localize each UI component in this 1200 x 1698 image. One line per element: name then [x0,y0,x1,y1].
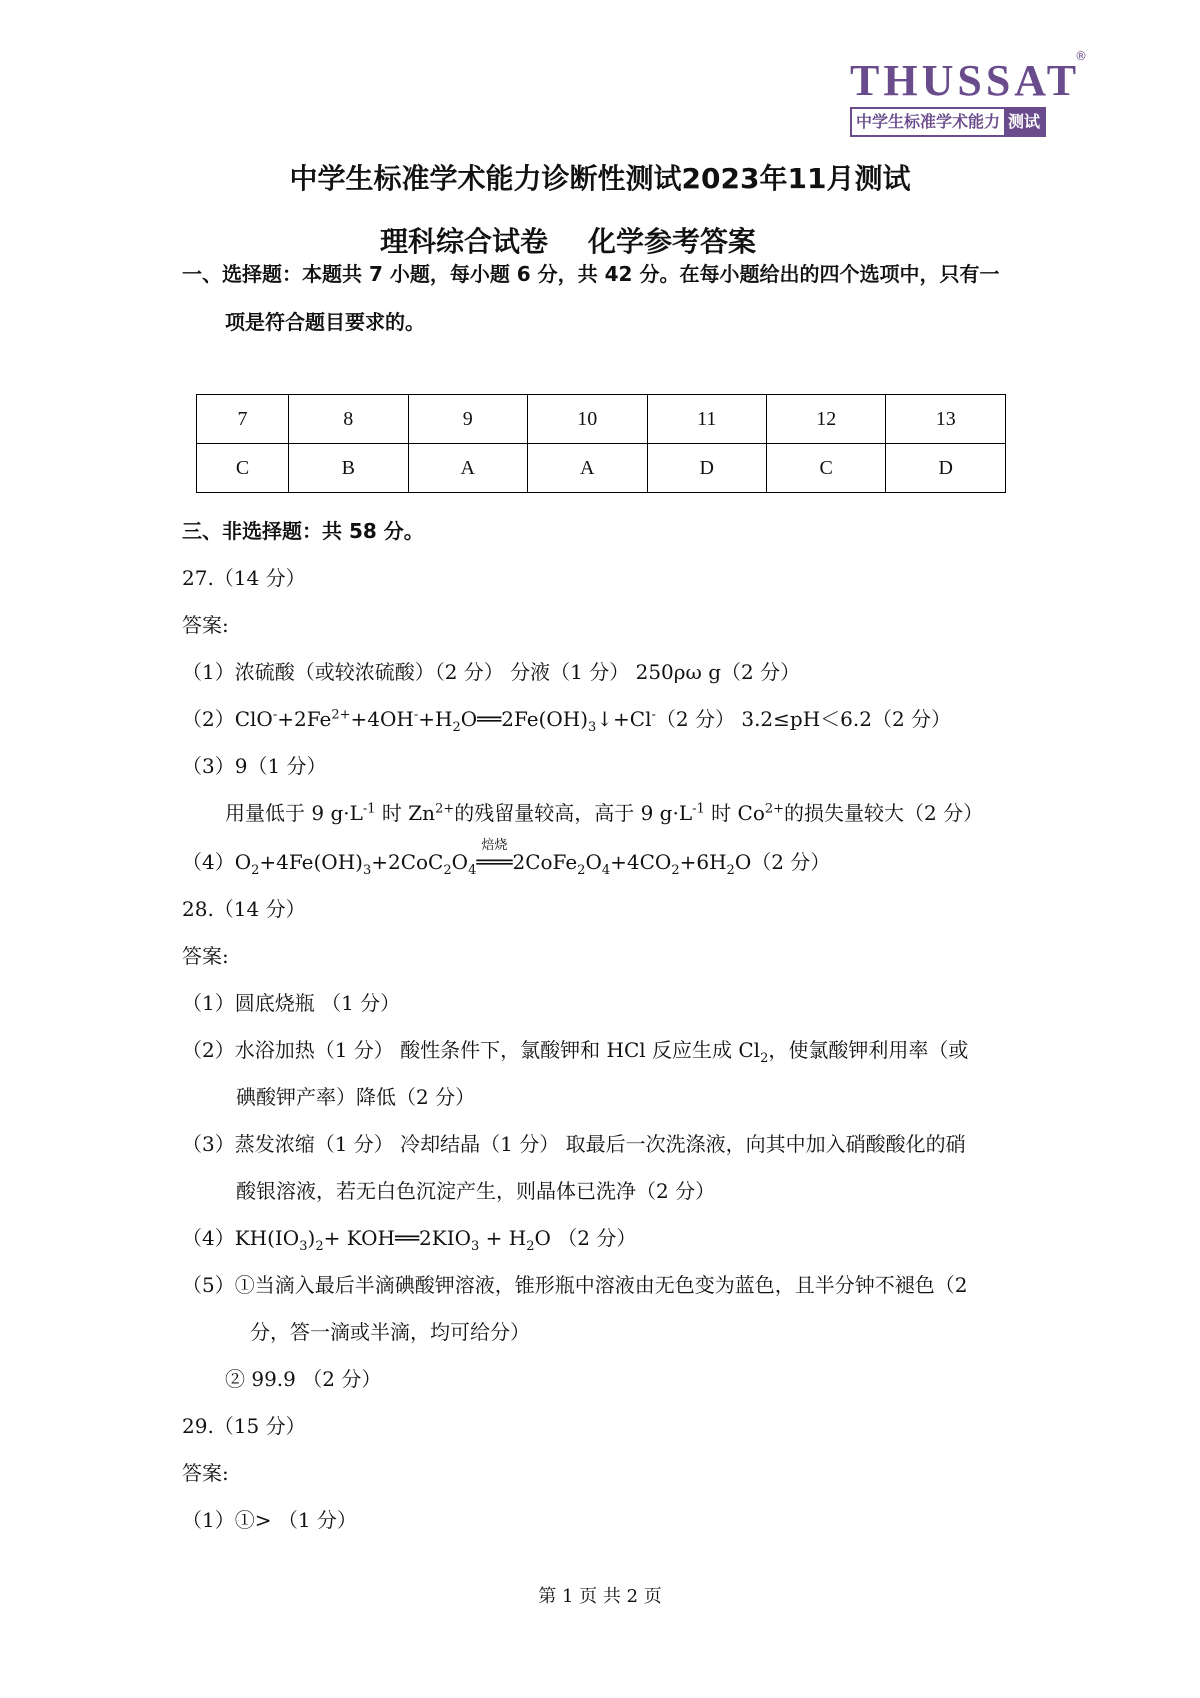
reaction-condition: 焙烧 ═══ [476,838,513,874]
table-cell: 8 [289,395,408,444]
q28-answer-label: 答案: [182,944,229,968]
table-cell: A [528,444,647,493]
q27-answer-label: 答案: [182,613,229,637]
table-cell: B [289,444,408,493]
q27-part3: （3）9（1 分） [182,754,327,778]
q27-part1: （1）浓硫酸（或较浓硫酸）（2 分） 分液（1 分） 250ρω g（2 分） [182,660,801,684]
table-cell: 7 [197,395,289,444]
section1-heading-cont: 项是符合题目要求的。 [225,310,425,334]
logo-subtitle: 中学生标准学术能力 测试 [850,107,1046,137]
q28-part5-cont: 分，答一滴或半滴，均可给分） [250,1320,530,1344]
table-cell: 11 [647,395,766,444]
q29-header: 29.（15 分） [182,1414,306,1438]
table-cell: 9 [408,395,527,444]
q28-part1: （1）圆底烧瓶 （1 分） [182,991,401,1015]
table-cell: D [886,444,1006,493]
table-cell: C [197,444,289,493]
page-title: 中学生标准学术能力诊断性测试2023年11月测试 [289,162,911,195]
table-cell: 13 [886,395,1006,444]
table-cell: 12 [766,395,885,444]
q28-part2-cont: 碘酸钾产率）降低（2 分） [236,1085,476,1109]
q28-header: 28.（14 分） [182,897,306,921]
table-cell: C [766,444,885,493]
registered-mark: ® [1075,49,1087,63]
q29-answer-label: 答案: [182,1461,229,1485]
logo-wordmark: THUSSAT [850,56,1081,105]
q27-part4: $(4)O_2+4Fe(OH)_3+2CoC_2O_4$ 焙烧 $═══2CoFe_2O_4+4CO_2+6H_2O(2$ 分） [182,838,831,878]
q29-part1: （1）①> （1 分） [182,1508,357,1532]
q28-part3: （3）蒸发浓缩（1 分） 冷却结晶（1 分） 取最后一次洗涤液，向其中加入硝酸酸化的硝 [182,1132,966,1156]
q28-part5-sub2: ② 99.9 （2 分） [225,1367,382,1391]
table-row-answers [197,444,1006,493]
table-cell: 10 [528,395,647,444]
table-cell: D [647,444,766,493]
q28-part3-cont: 酸银溶液，若无白色沉淀产生，则晶体已洗净（2 分） [236,1179,716,1203]
section1-heading: 一、选择题：本题共 7 小题，每小题 6 分，共 42 分。在每小题给出的四个选项中，只有一 [182,262,1000,286]
page-subtitle: 理科综合试卷 化学参考答案 [380,225,757,258]
q28-part4: $(4)KH(IO_3)_2+$ $KOH══2KIO_3 + H_2O$ （2 分） [182,1226,637,1254]
q27-part2: $(2)ClO^-+2Fe^{2+}+4OH^-+H_2O══2Fe(OH)_3↓+Cl^-(2$ 分） 3.2≤pH＜6.2（2 分） [182,707,952,735]
table-row-numbers [197,395,1006,444]
table-cell: A [408,444,527,493]
page-footer: 第 1 页 共 2 页 [538,1586,662,1607]
q27-part3-explanation: 用量低于 9 $g\cdot L^{-1}$ 时 $Zn^{2+}$的残留量较高，高于 9 $g\cdot L^{-1}$ 时 $Co^{2+}$的损失量较大（2 分） [225,801,984,825]
answer-table [196,394,1006,493]
q28-part5: （5）①当滴入最后半滴碘酸钾溶液，锥形瓶中溶液由无色变为蓝色，且半分钟不褪色（2 [182,1273,968,1297]
q28-part2: （2）水浴加热（1 分） 酸性条件下，氯酸钾和 HCl 反应生成 $Cl_2$，使氯酸钾利用率（或 [182,1038,969,1066]
thussat-logo [850,49,1087,140]
section3-heading: 三、非选择题：共 58 分。 [182,519,424,543]
q27-header: 27.（14 分） [182,566,306,590]
